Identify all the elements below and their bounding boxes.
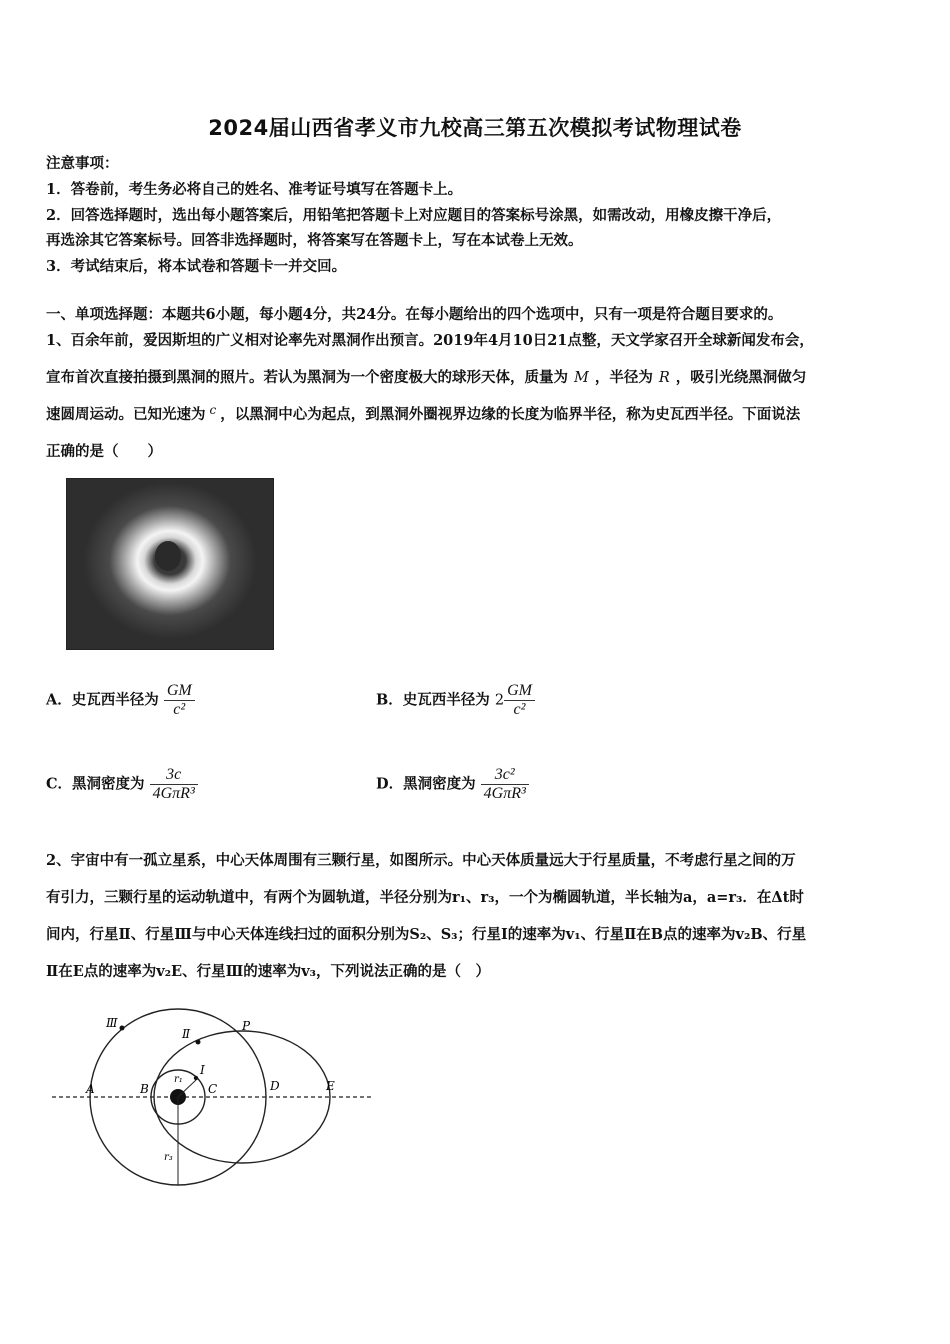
q1-line-1: 1、百余年前，爱因斯坦的广义相对论率先对黑洞作出预言。2019年4月10日21点整，天文学家召开全球新闻发布会，	[46, 332, 814, 349]
label-b: B	[140, 1082, 149, 1096]
option-c[interactable]: C．黑洞密度为 $\frac{3c}{\text{4GπR³}}$	[46, 766, 198, 803]
label-e: E	[326, 1079, 335, 1093]
q1-line-3: 速圆周运动。已知光速为 $^c$ ，以黑洞中心为起点，到黑洞外圈视界边缘的长度为临界半径，称为史瓦西半径。下面说法	[46, 403, 801, 423]
planet-iii	[120, 1026, 125, 1031]
notice-item-3: 3．考试结束后，将本试卷和答题卡一并交回。	[46, 258, 347, 275]
q2-line-3: 间内，行星Ⅱ、行星Ⅲ与中心天体连线扫过的面积分别为S₂、S₃；行星Ⅰ的速率为v₁、行星Ⅱ在B点的速率为v₂B、行星	[46, 926, 807, 943]
label-r3: r₃	[164, 1152, 173, 1163]
label-ii: Ⅱ	[182, 1027, 191, 1041]
notice-item-2: 2．回答选择题时，选出每小题答案后，用铅笔把答题卡上对应题目的答案标号涂黑，如需改动，用橡皮擦干净后，	[46, 207, 782, 224]
q2-line-4: Ⅱ在E点的速率为v₂E、行星Ⅲ的速率为v₃，下列说法正确的是（ ）	[46, 963, 491, 980]
label-d: D	[270, 1079, 280, 1093]
section-heading: 一、单项选择题：本题共6小题，每小题4分，共24分。在每小题给出的四个选项中，只有一项是符合题目要求的。	[46, 306, 783, 323]
option-a[interactable]: A．史瓦西半径为 $\frac{GM}{\text{c²}}$	[46, 682, 195, 719]
q2-line-1: 2、宇宙中有一孤立星系，中心天体周围有三颗行星，如图所示。中心天体质量远大于行星质量，不考虑行星之间的万	[46, 852, 796, 869]
label-c: C	[208, 1082, 218, 1096]
q1-line-4: 正确的是（ ）	[46, 443, 162, 460]
label-a: A	[86, 1082, 95, 1096]
planet-i	[194, 1076, 198, 1080]
q2-line-2: 有引力，三颗行星的运动轨道中，有两个为圆轨道，半径分别为r₁、r₃，一个为椭圆轨道，半长轴为a，a=r₃．在Δt时	[46, 889, 804, 906]
label-p: P	[242, 1019, 251, 1033]
symbol-light-speed: c	[209, 403, 217, 417]
planet-ii	[196, 1040, 201, 1045]
notice-item-2-cont: 再选涂其它答案标号。回答非选择题时，将答案写在答题卡上，写在本试卷上无效。	[46, 232, 583, 249]
black-hole-photo	[66, 478, 274, 650]
option-b[interactable]: B．史瓦西半径为 2 $\frac{GM}{\text{c²}}$	[376, 682, 535, 719]
q1-line-2: 宣布首次直接拍摄到黑洞的照片。若认为黑洞为一个密度极大的球形天体，质量为 M ，半径为 R ，吸引光绕黑洞做匀	[46, 369, 807, 386]
page-title: 2024届山西省孝义市九校高三第五次模拟考试物理试卷	[208, 116, 742, 140]
label-iii: Ⅲ	[106, 1016, 118, 1030]
option-d[interactable]: D．黑洞密度为 $\frac{\text{3c²}}{\text{4GπR³}}$	[376, 766, 529, 803]
notice-item-1: 1．答卷前，考生务必将自己的姓名、准考证号填写在答题卡上。	[46, 181, 463, 198]
orbit-diagram	[48, 1000, 378, 1200]
label-i: I	[200, 1063, 205, 1077]
symbol-radius: R	[658, 370, 670, 386]
notice-heading: 注意事项：	[46, 155, 119, 172]
label-r1: r₁	[174, 1074, 183, 1085]
symbol-mass: M	[574, 370, 589, 386]
